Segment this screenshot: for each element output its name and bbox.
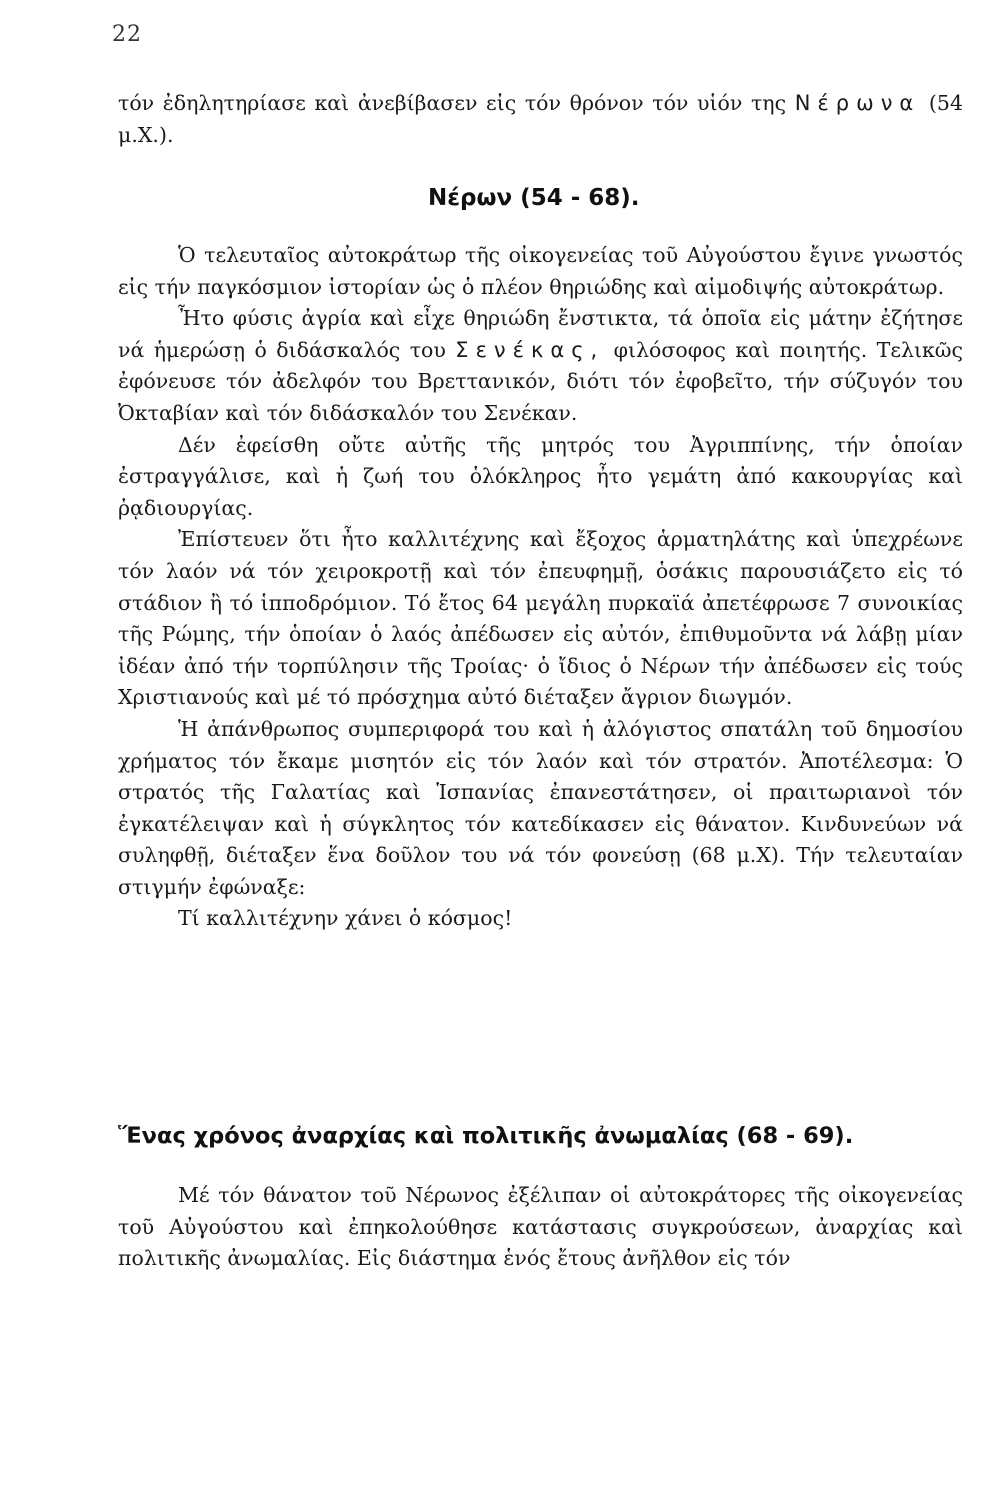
page-number: 22 <box>112 22 142 47</box>
seneca-name: Σενέκας, <box>455 337 605 362</box>
nero-section-body <box>118 240 963 935</box>
intro-name: Νέρωνα <box>794 91 921 115</box>
section-heading-anarchy: Ἕνας χρόνος ἀναρχίας καὶ πολιτικῆς ἀνωμαλίας (68 - 69). <box>118 1123 854 1149</box>
nero-paragraph-2 <box>118 303 963 429</box>
nero-paragraph-1: Ὁ τελευταῖος αὐτοκράτωρ τῆς οἰκογενείας τοῦ Αὐγούστου ἔγινε γνωστός εἰς τήν παγκόσμιον ἱστορίαν ὡς ὁ πλέον θηριώδης καὶ αἱμοδιψής αὐτοκράτωρ. <box>118 243 963 299</box>
nero-paragraph-2-b: φιλόσοφος καὶ ποιητής. Τελικῶς ἐφόνευσε τόν ἀδελφόν του Βρεττανικόν, διότι τόν ἐφοβεῖτο, τήν σύζυγόν του Ὀκταβίαν καὶ τόν διδάσκαλόν του Σενέκαν. <box>118 337 963 425</box>
section-heading-nero: Νέρων (54 - 68). <box>428 185 640 211</box>
intro-text: τόν ἐδηλητηρίασε καὶ ἀνεβίβασεν εἰς τόν θρόνον τόν υἱόν της <box>118 91 795 115</box>
anarchy-paragraph-1: Μέ τόν θάνατον τοῦ Νέρωνος ἐξέλιπαν οἱ αὐτοκράτορες τῆς οἰκογενείας τοῦ Αὐγούστου καὶ ἐπηκολούθησε κατάστασις συγκρούσεων, ἀναρχίας καὶ πολιτικῆς ἀνωμαλίας. Εἰς διάστημα ἑνός ἔτους ἀνῆλθον εἰς τόν <box>118 1183 963 1271</box>
intro-date: (54 μ.Χ.). <box>118 91 964 147</box>
intro-paragraph <box>118 88 963 151</box>
nero-paragraph-6: Τί καλλιτέχνην χάνει ὁ κόσμος! <box>178 906 513 931</box>
anarchy-section-body <box>118 1180 963 1275</box>
nero-paragraph-5: Ἡ ἀπάνθρωπος συμπεριφορά του καὶ ἡ ἀλόγιστος σπατάλη τοῦ δημοσίου χρήματος τόν ἔκαμε μισητόν εἰς τόν λαόν καὶ τόν στρατόν. Ἀποτέλεσμα: Ὁ στρατός τῆς Γαλατίας καὶ Ἱσπανίας ἐπανεστάτησεν, οἱ πραιτωριανοὶ τόν ἐγκατέλειψαν καὶ ἡ σύγκλητος τόν κατεδίκασεν εἰς θάνατον. Κινδυνεύων νά συληφθῇ, διέταξεν ἕνα δοῦλον του νά τόν φονεύσῃ (68 μ.Χ). Τήν τελευταίαν στιγμήν ἐφώναξε: <box>118 716 963 899</box>
nero-paragraph-4: Ἐπίστευεν ὅτι ἦτο καλλιτέχνης καὶ ἔξοχος ἁρματηλάτης καὶ ὑπεχρέωνε τόν λαόν νά τόν χειροκροτῇ καὶ τόν ἐπευφημῇ, ὁσάκις παρουσιάζετο εἰς τό στάδιον ἢ τό ἱπποδρόμιον. Τό ἔτος 64 μεγάλη πυρκαϊά ἀπετέφρωσε 7 συνοικίας τῆς Ρώμης, τήν ὁποίαν ὁ λαός ἀπέδωσεν εἰς αὐτόν, ἐπιθυμοῦντα νά λάβῃ μίαν ἰδέαν ἀπό τήν τορπύλησιν τῆς Τροίας· ὁ ἴδιος ὁ Νέρων τήν ἀπέδωσεν εἰς τούς Χριστιανούς καὶ μέ τό πρόσχημα αὐτό διέταξεν ἄγριον διωγμόν. <box>118 527 963 710</box>
nero-paragraph-2-a: Ἦτο φύσις ἀγρία καὶ εἶχε θηριώδη ἔνστικτα, τά ὁποῖα εἰς μάτην ἐζήτησε νά ἡμερώσῃ ὁ διδάσκαλός του <box>118 306 963 362</box>
nero-paragraph-3: Δέν ἐφείσθη οὔτε αὐτῆς τῆς μητρός του Ἀγριππίνης, τήν ὁποίαν ἐστραγγάλισε, καὶ ἡ ζωή του ὁλόκληρος ἦτο γεμάτη ἀπό κακουργίας καὶ ῥᾳδιουργίας. <box>118 432 963 520</box>
